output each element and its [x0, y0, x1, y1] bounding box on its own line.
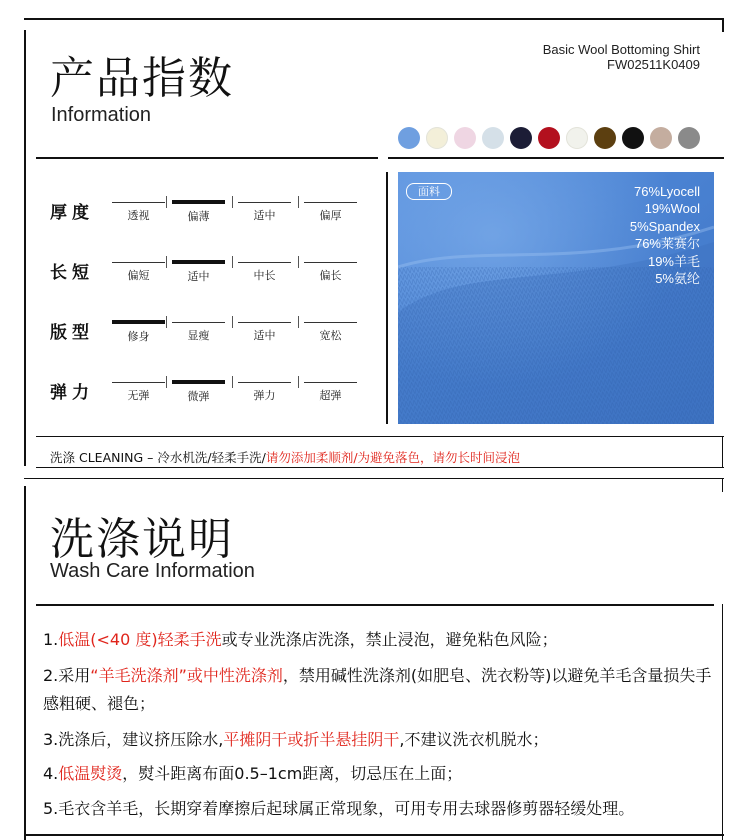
page-subtitle: Information	[51, 104, 152, 126]
index-label: 长短	[50, 263, 94, 283]
cleaning-warning: 请勿添加柔顺剂/为避免落色，请勿长时间浸泡	[265, 450, 521, 465]
index-tick	[232, 256, 233, 268]
index-option-label: 修身	[127, 330, 150, 343]
index-option	[112, 380, 165, 403]
care-text: 采用	[58, 666, 91, 685]
care-item	[43, 760, 723, 788]
index-option-label: 偏厚	[319, 209, 342, 222]
index-tick	[298, 196, 299, 208]
swatch-off-white[interactable]	[566, 127, 588, 149]
swatch-red[interactable]	[538, 127, 560, 149]
product-code: FW02511K0409	[607, 57, 700, 72]
index-tick	[232, 316, 233, 328]
index-bar	[304, 382, 357, 383]
care-highlight: 平摊阴干或折半悬挂阴干	[223, 730, 400, 749]
index-tick	[232, 376, 233, 388]
index-option-label: 偏短	[127, 269, 150, 282]
care-item-number: 4.	[43, 764, 59, 783]
care-title: 洗涤说明	[50, 514, 234, 565]
index-option-label: 适中	[187, 270, 210, 283]
index-selected-bar	[172, 200, 225, 204]
index-option-label: 偏长	[319, 269, 342, 282]
index-bar	[238, 382, 291, 383]
index-label: 厚度	[50, 203, 94, 223]
index-option-label: 超弹	[319, 389, 342, 402]
index-row	[50, 198, 370, 222]
swatch-brown[interactable]	[594, 127, 616, 149]
product-info	[543, 42, 700, 72]
index-label: 弹力	[50, 383, 94, 403]
index-label: 版型	[50, 323, 94, 343]
index-row	[50, 258, 370, 282]
index-bar	[304, 322, 357, 323]
index-option-label: 无弹	[127, 389, 150, 402]
care-text: ，禁用碱性洗涤剂(如肥皂、洗衣粉等)以避免羊毛含量损失手感粗硬、褪色；	[43, 666, 712, 713]
index-option-label: 宽松	[319, 329, 342, 342]
index-tick	[298, 316, 299, 328]
index-tick	[232, 196, 233, 208]
swatch-cream[interactable]	[426, 127, 448, 149]
color-swatches	[398, 127, 700, 149]
index-option	[172, 260, 225, 284]
index-bar	[238, 262, 291, 263]
composition-line: 5%氨纶	[655, 271, 700, 287]
index-option	[172, 320, 225, 343]
care-item-number: 2.	[43, 666, 59, 685]
index-bar	[172, 322, 225, 323]
index-option-label: 适中	[253, 209, 276, 222]
index-option-label: 适中	[253, 329, 276, 342]
cleaning-note	[50, 448, 520, 466]
composition-line: 76%Lyocell	[633, 184, 700, 199]
swatch-navy[interactable]	[510, 127, 532, 149]
swatch-pale-blue[interactable]	[482, 127, 504, 149]
composition-line: 19%Wool	[644, 201, 700, 217]
swatch-light-blue[interactable]	[398, 127, 420, 149]
index-tick	[298, 376, 299, 388]
care-highlight: 低温熨烫	[58, 764, 123, 783]
index-option	[304, 380, 357, 403]
index-tick	[166, 376, 167, 388]
index-bar	[304, 262, 357, 263]
index-option-label: 偏薄	[187, 210, 210, 223]
index-row	[50, 318, 370, 342]
index-option	[112, 200, 165, 223]
swatch-grey[interactable]	[678, 127, 700, 149]
index-option	[112, 260, 165, 283]
care-highlight: 低温(<40 度)轻柔手洗	[58, 630, 222, 649]
index-option	[304, 320, 357, 343]
section2-top-border	[24, 478, 724, 479]
index-selected-bar	[172, 380, 225, 384]
index-option	[172, 380, 225, 404]
index-selected-bar	[112, 320, 165, 324]
index-row	[50, 378, 370, 402]
header-divider-left	[36, 157, 378, 159]
index-option	[238, 320, 291, 343]
right-border-bottom	[722, 478, 723, 492]
left-border-bottom	[24, 486, 26, 840]
index-bar	[112, 262, 165, 263]
fabric-badge: 面料	[406, 183, 452, 200]
cleaning-bottom-line	[36, 467, 724, 468]
bottom-border	[24, 834, 724, 836]
index-bar	[112, 202, 165, 203]
index-tick	[298, 256, 299, 268]
index-bar	[112, 382, 165, 383]
swatch-pink[interactable]	[454, 127, 476, 149]
index-option	[238, 200, 291, 223]
fabric-composition	[630, 183, 700, 287]
header-divider-right	[388, 157, 724, 159]
product-name: Basic Wool Bottoming Shirt	[542, 42, 700, 57]
section2-divider	[36, 604, 714, 606]
care-highlight: “羊毛洗涤剂”或中性洗涤剂	[90, 666, 283, 685]
index-option	[238, 380, 291, 403]
top-border	[24, 18, 724, 20]
care-text: 洗涤后，建议挤压除水,	[58, 730, 224, 749]
index-option	[238, 260, 291, 283]
page-title: 产品指数	[50, 53, 234, 104]
care-item	[43, 662, 713, 718]
swatch-taupe[interactable]	[650, 127, 672, 149]
care-text: 或专业洗涤店洗涤，禁止浸泡，避免粘色风险；	[221, 630, 558, 649]
composition-line: 19%羊毛	[647, 253, 700, 269]
cleaning-prefix: 洗涤 CLEANING – 冷水机洗/轻柔手洗/	[50, 450, 266, 465]
index-divider	[386, 172, 388, 424]
index-tick	[166, 316, 167, 328]
right-border-mid	[722, 436, 723, 468]
index-option-label: 显瘦	[187, 329, 210, 342]
right-border-top	[722, 18, 724, 32]
index-option-label: 微弹	[187, 390, 210, 403]
composition-line: 76%莱赛尔	[634, 236, 700, 252]
index-option	[304, 260, 357, 283]
care-item-number: 5.	[43, 799, 59, 818]
index-option	[304, 200, 357, 223]
care-item	[43, 726, 723, 754]
care-text: 毛衣含羊毛，长期穿着摩擦后起球属正常现象，可用专用去球器修剪器轻缓处理。	[58, 799, 635, 818]
care-text: ,不建议洗衣机脱水；	[399, 730, 549, 749]
index-bar	[238, 322, 291, 323]
care-subtitle: Wash Care Information	[50, 560, 255, 582]
index-bar	[304, 202, 357, 203]
cleaning-top-line	[36, 436, 724, 437]
care-text: ，熨斗距离布面0.5–1cm距离，切忌压在上面；	[122, 764, 463, 783]
index-tick	[166, 196, 167, 208]
index-bar	[238, 202, 291, 203]
index-option	[112, 320, 165, 344]
care-item-number: 3.	[43, 730, 59, 749]
swatch-black[interactable]	[622, 127, 644, 149]
care-item	[43, 626, 723, 654]
index-option-label: 中长	[253, 269, 276, 282]
index-option	[172, 200, 225, 224]
composition-line: 5%Spandex	[629, 218, 700, 234]
index-tick	[166, 256, 167, 268]
left-border-top	[24, 30, 26, 466]
care-item-number: 1.	[43, 630, 59, 649]
index-option-label: 透视	[127, 209, 150, 222]
fabric-image	[398, 172, 714, 424]
care-item	[43, 795, 723, 823]
index-option-label: 弹力	[253, 389, 276, 402]
index-selected-bar	[172, 260, 225, 264]
